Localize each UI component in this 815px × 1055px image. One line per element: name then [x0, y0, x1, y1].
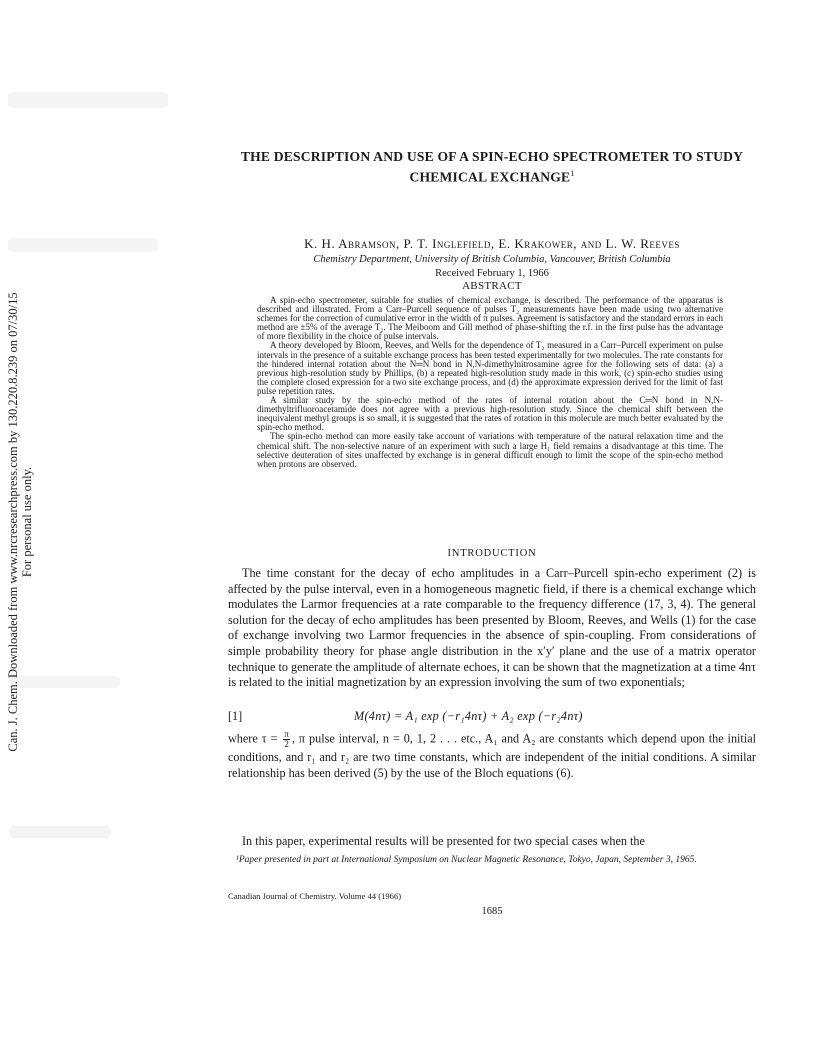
body-paragraph: The time constant for the decay of echo amplitudes in a Carr–Purcell spin-echo experiment (2) is affected by the pulse interval, even in a homogeneous magnetic field, if there is a chemical exchange which modulates the Larmor frequencies at a rate comparable to the frequency difference (17, 3, 4). The general solution for the decay of echo amplitudes has been presented by Bloom, Reeves, and Wells (1) for the case of exchange involving two Larmor frequencies in the absence of spin-coupling. From considerations of simple probability theory for phase angle distribution in the x′y′ plane and the use of a matrix operator technique to generate the amplitude of alternate echoes, it can be shown that the magnetization at a time 4nτ is related to the initial magnetization by an expression involving the sum of two exponentials; [228, 566, 756, 690]
intro-paragraph-3 [228, 834, 756, 850]
body-paragraph: where τ = $\frac{\pi}{2}$ , π pulse interval, n = 0, 1, 2 . . . etc., A₁ and A₂ are constants which depend upon the initial conditions, and r₁ and r₂ are two time constants, which are independent of the initial conditions. A similar relationship has been derived (5) by the use of the Bloch equations (6). [228, 729, 756, 780]
abstract-paragraph: A spin-echo spectrometer, suitable for studies of chemical exchange, is described. The performance of the apparatus is described and illustrated. From a Carr–Purcell sequence of pulses T₂ measurements have been made using two alternative schemes for the correction of cumulative error in the width of π pulses. Agreement is satisfactory and the standard errors in each method are ±5% of the average T₂. The Meiboom and Gill method of phase-shifting the r.f. in the first pulse has the advantage of more flexibility in the choice of pulse intervals. [257, 295, 723, 342]
abstract-paragraph: A theory developed by Bloom, Reeves, and Wells for the dependence of T₂ measured in a Carr–Purcell experiment on pulse intervals in the presence of a suitable exchange process has been tested experimentally for two molecules. The rate constants for the hindered internal rotation about the N═N bond in N,N-dimethylnitrosamine agree for the following sets of data: (a) a previous high-resolution study by Phillips, (b) a repeated high-resolution study made in this work, (c) spin-echo studies using the complete closed expression for a two site exchange process, and (d) the approximate expression derived for the limit of fast pulse repetition rates. [257, 340, 723, 396]
download-watermark [6, 272, 34, 772]
intro-paragraph-1 [228, 566, 756, 691]
page-number: 1685 [481, 906, 503, 917]
watermark-line-1: Can. J. Chem. Downloaded from www.nrcresearchpress.com by 130.220.8.239 on 07/30/15 [6, 292, 20, 752]
body-paragraph: In this paper, experimental results will be presented for two special cases when the [242, 834, 645, 848]
introduction-heading: INTRODUCTION [447, 548, 537, 559]
title-footnote-mark: 1 [570, 169, 575, 178]
title-line-2: CHEMICAL EXCHANGE$^1$ [409, 169, 575, 185]
abstract-paragraph: The spin-echo method can more easily take account of variations with temperature of the natural relaxation time and the chemical shift. The non-selective nature of an experiment with such a large H₁ field remains a disadvantage at this time. The selective deuteration of sites unaffected by exchange is in general difficult enough to limit the scope of the spin-echo method when protons are observed. [257, 431, 723, 469]
watermark-line-2: For personal use only. [20, 466, 34, 578]
received-date: Received February 1, 1966 [435, 268, 549, 279]
intro-paragraph-2 [228, 730, 756, 781]
title-footnote: ¹Paper presented in part at International Symposium on Nuclear Magnetic Resonance, Tokyo, Japan, September 3, 1965. [236, 855, 697, 865]
abstract-body [257, 296, 723, 469]
abstract-paragraph: A similar study by the spin-echo method of the rates of internal rotation about the C═N bond in N,N-dimethyltrifluoroacetamide does not agree with a previous high-resolution study. Since the chemical shift between the inequivalent methyl groups is so small, it is suggested that the rates of rotation in this molecule are much better evaluated by the spin-echo method. [257, 395, 723, 433]
equation-expression: M(4nτ) = A₁ exp (−r₁4nτ) + A₂ exp (−r₂4nτ) [354, 709, 583, 723]
bleed-through-mark [8, 238, 158, 252]
author-list: K. H. Abramson, P. T. Inglefield, E. Krakower, and L. W. Reeves [304, 236, 680, 251]
fraction: $\frac{\pi}{2}$ [284, 729, 289, 749]
equation-number: [1] [228, 709, 243, 723]
journal-citation: Canadian Journal of Chemistry. Volume 44 (1966) [228, 891, 402, 901]
bleed-through-mark [10, 826, 110, 838]
affiliation: Chemistry Department, University of British Columbia, Vancouver, British Columbia [313, 254, 671, 265]
paper-title [222, 148, 762, 186]
equation-1 [228, 709, 756, 727]
title-line-1: THE DESCRIPTION AND USE OF A SPIN-ECHO SPECTROMETER TO STUDY [240, 149, 744, 164]
abstract-heading: ABSTRACT [462, 280, 522, 292]
bleed-through-mark [8, 92, 168, 108]
